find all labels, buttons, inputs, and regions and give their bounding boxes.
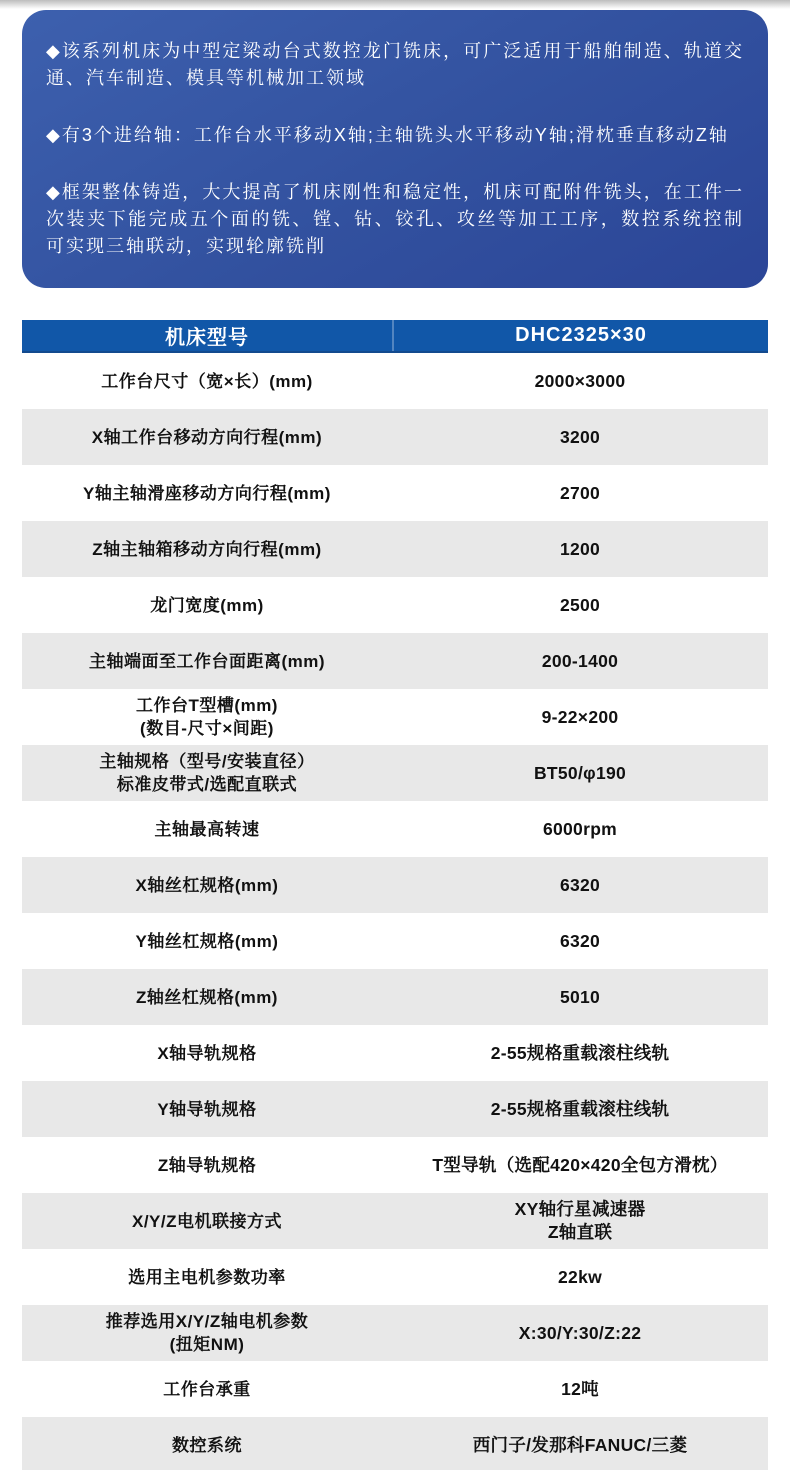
spec-label — [22, 370, 392, 393]
table-row — [22, 577, 768, 633]
spec-label-line: X/Y/Z电机联接方式 — [132, 1211, 283, 1231]
spec-value-line: X:30/Y:30/Z:22 — [518, 1322, 642, 1343]
table-row — [22, 1417, 768, 1470]
spec-label — [22, 1266, 392, 1289]
spec-value — [392, 818, 768, 841]
spec-label — [22, 1154, 392, 1177]
spec-label — [22, 1210, 392, 1233]
spec-value-line: T型导轨（选配420×420全包方滑枕） — [432, 1154, 728, 1175]
spec-label-line: 工作台T型槽(mm) — [136, 696, 278, 715]
spec-value-line: 2500 — [559, 594, 601, 615]
spec-label — [22, 538, 392, 561]
spec-value — [392, 1266, 768, 1289]
spec-label-line: Y轴丝杠规格(mm) — [135, 931, 279, 951]
table-row — [22, 409, 768, 465]
spec-label-line: 工作台承重 — [163, 1379, 251, 1399]
spec-label-line: 推荐选用X/Y/Z轴电机参数 — [105, 1312, 309, 1331]
spec-value — [392, 1042, 768, 1065]
table-row — [22, 521, 768, 577]
spec-value-line: 9-22×200 — [541, 706, 619, 727]
spec-value — [392, 1322, 768, 1345]
spec-label — [22, 930, 392, 953]
spec-table-header — [22, 320, 768, 353]
spec-value-line: 6000rpm — [542, 818, 618, 839]
table-row — [22, 1081, 768, 1137]
table-row — [22, 857, 768, 913]
table-row — [22, 689, 768, 745]
spec-label — [22, 650, 392, 673]
spec-label-line: Y轴导轨规格 — [157, 1099, 257, 1119]
table-row — [22, 1137, 768, 1193]
table-row — [22, 1193, 768, 1249]
spec-label — [22, 1310, 392, 1356]
spec-label-line: 主轴规格（型号/安装直径） — [99, 752, 315, 771]
spec-label — [22, 986, 392, 1009]
table-row — [22, 465, 768, 521]
spec-value-line: 6320 — [559, 930, 601, 951]
spec-value — [392, 706, 768, 729]
table-row — [22, 1249, 768, 1305]
spec-value-line: 2700 — [559, 482, 601, 503]
spec-value-line: 200-1400 — [541, 650, 619, 671]
previous-section-shadow — [0, 0, 790, 10]
table-row — [22, 969, 768, 1025]
spec-rows — [22, 353, 768, 1470]
spec-value-line: BT50/φ190 — [533, 762, 627, 783]
spec-label-line: (扭矩NM) — [169, 1335, 245, 1354]
intro-bullet: ◆框架整体铸造，大大提高了机床刚性和稳定性，机床可配附件铣头，在工件一次装夹下能完成五个面的铣、镗、钻、铰孔、攻丝等加工工序，数控系统控制可实现三轴联动，实现轮廓铣削 — [46, 182, 744, 256]
spec-value-line: 22kw — [558, 1266, 603, 1287]
spec-value-line: 2-55规格重载滚柱线轨 — [490, 1042, 670, 1063]
spec-value-line: XY轴行星减速器 — [514, 1199, 646, 1219]
spec-value — [392, 594, 768, 617]
spec-label-line: Z轴丝杠规格(mm) — [136, 987, 278, 1007]
spec-value-line: 6320 — [559, 874, 601, 895]
spec-label-line: X轴导轨规格 — [157, 1043, 257, 1063]
spec-value-line: 西门子/发那科FANUC/三菱 — [472, 1434, 688, 1455]
spec-value-line: 12吨 — [561, 1378, 599, 1399]
spec-label — [22, 1098, 392, 1121]
spec-label — [22, 750, 392, 796]
table-row — [22, 1305, 768, 1361]
spec-value — [392, 874, 768, 897]
spec-value-line: 2-55规格重载滚柱线轨 — [490, 1098, 670, 1119]
spec-value — [392, 986, 768, 1009]
intro-bullet: ◆有3个进给轴：工作台水平移动X轴;主轴铣头水平移动Y轴;滑枕垂直移动Z轴 — [46, 125, 729, 145]
spec-value — [392, 1154, 768, 1177]
spec-value-line: 5010 — [559, 986, 601, 1007]
spec-label — [22, 1378, 392, 1401]
spec-label — [22, 1434, 392, 1457]
spec-value-line: 3200 — [559, 426, 601, 447]
intro-box — [22, 10, 768, 288]
spec-label — [22, 482, 392, 505]
spec-label-line: Y轴主轴滑座移动方向行程(mm) — [83, 483, 331, 503]
spec-value — [392, 1378, 768, 1401]
intro-bullet: ◆该系列机床为中型定梁动台式数控龙门铣床，可广泛适用于船舶制造、轨道交通、汽车制造、模具等机械加工领域 — [46, 41, 744, 88]
spec-value — [392, 426, 768, 449]
table-row — [22, 1025, 768, 1081]
spec-value — [392, 1198, 768, 1244]
spec-label — [22, 426, 392, 449]
table-row — [22, 745, 768, 801]
spec-label-line: X轴丝杠规格(mm) — [135, 875, 279, 895]
spec-value — [392, 482, 768, 505]
table-row — [22, 913, 768, 969]
spec-label — [22, 818, 392, 841]
spec-label-line: Z轴主轴箱移动方向行程(mm) — [92, 539, 322, 559]
spec-label-line: 数控系统 — [172, 1435, 242, 1455]
spec-label-line: (数目-尺寸×间距) — [140, 719, 274, 738]
spec-value-line: Z轴直联 — [547, 1222, 613, 1242]
spec-header-title: 机床型号 — [165, 327, 249, 349]
spec-label — [22, 694, 392, 740]
spec-value — [392, 762, 768, 785]
spec-label-line: 工作台尺寸（宽×长）(mm) — [101, 371, 313, 391]
spec-label-line: 主轴端面至工作台面距离(mm) — [88, 651, 326, 671]
spec-table — [22, 320, 768, 1470]
spec-value — [392, 1434, 768, 1457]
spec-value — [392, 930, 768, 953]
spec-label-line: 龙门宽度(mm) — [150, 595, 264, 615]
spec-label-line: 选用主电机参数功率 — [128, 1267, 286, 1287]
spec-label — [22, 594, 392, 617]
table-row — [22, 801, 768, 857]
spec-label-line: Z轴导轨规格 — [157, 1155, 257, 1175]
spec-value-line: 2000×3000 — [534, 370, 626, 391]
spec-value — [392, 650, 768, 673]
spec-value-line: 1200 — [559, 538, 601, 559]
spec-label — [22, 874, 392, 897]
spec-value — [392, 370, 768, 393]
table-row — [22, 1361, 768, 1417]
spec-label-line: 主轴最高转速 — [154, 819, 260, 839]
spec-value — [392, 1098, 768, 1121]
spec-label-line: X轴工作台移动方向行程(mm) — [91, 427, 323, 447]
table-row — [22, 633, 768, 689]
spec-label — [22, 1042, 392, 1065]
spec-header-model: DHC2325×30 — [515, 324, 647, 346]
spec-label-line: 标准皮带式/选配直联式 — [116, 775, 298, 794]
table-row — [22, 353, 768, 409]
spec-value — [392, 538, 768, 561]
